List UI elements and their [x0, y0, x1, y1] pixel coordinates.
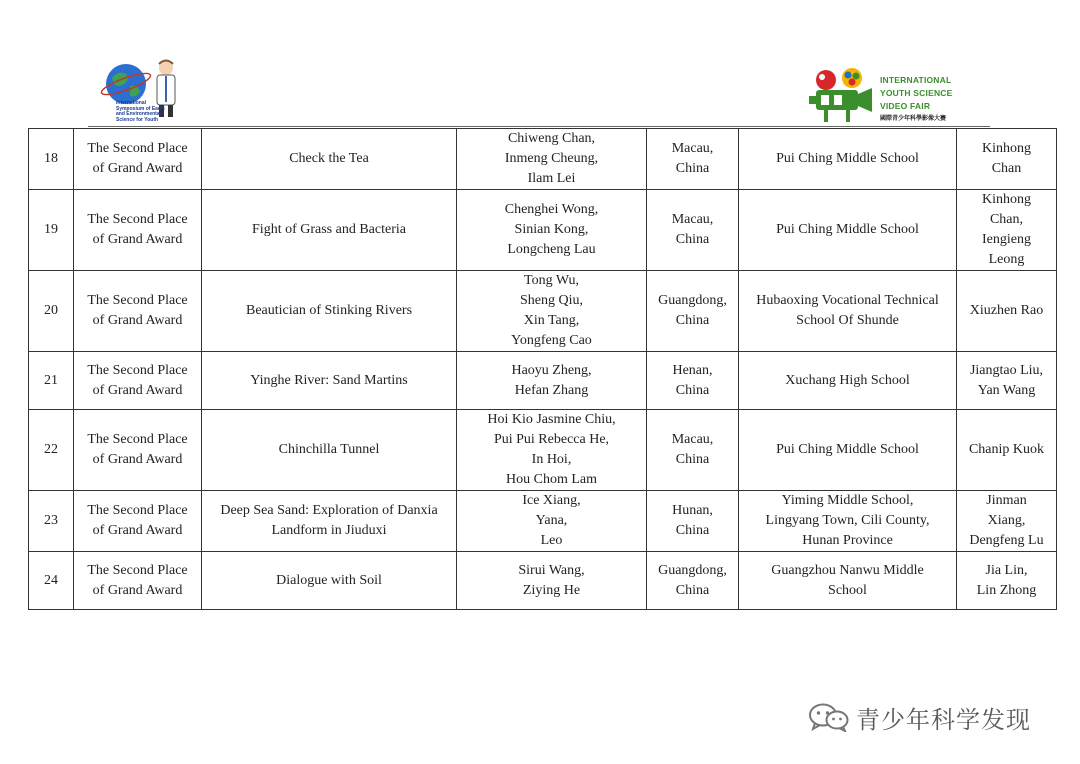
- authors-cell: Hoi Kio Jasmine Chiu, Pui Pui Rebecca He, In Hoi, Hou Chom Lam: [457, 410, 647, 491]
- video-fair-name: INTERNATIONAL YOUTH SCIENCE VIDEO FAIR: [880, 75, 953, 111]
- school-cell: Xuchang High School: [739, 352, 957, 410]
- table-row: [29, 410, 1057, 491]
- authors-cell: Ice Xiang, Yana, Leo: [457, 491, 647, 552]
- table-row: [29, 491, 1057, 552]
- region-cell: Hunan, China: [647, 491, 739, 552]
- project-title-cell: Yinghe River: Sand Martins: [202, 352, 457, 410]
- project-title-cell: Deep Sea Sand: Exploration of Danxia Landform in Jiuduxi: [202, 491, 457, 552]
- account-watermark: [808, 700, 1031, 734]
- region-cell: Macau, China: [647, 410, 739, 491]
- wechat-icon: [808, 702, 850, 732]
- project-title-cell: Chinchilla Tunnel: [202, 410, 457, 491]
- authors-cell: Sirui Wang, Ziying He: [457, 552, 647, 610]
- tutor-cell: Jiangtao Liu, Yan Wang: [957, 352, 1057, 410]
- tutor-cell: Jinman Xiang, Dengfeng Lu: [957, 491, 1057, 552]
- region-cell: Macau, China: [647, 190, 739, 271]
- project-title-cell: Dialogue with Soil: [202, 552, 457, 610]
- row-number: 23: [29, 491, 74, 552]
- tutor-cell: Kinhong Chan, Iengieng Leong: [957, 190, 1057, 271]
- region-cell: Macau, China: [647, 129, 739, 190]
- row-number: 22: [29, 410, 74, 491]
- video-fair-logo: [806, 66, 966, 124]
- row-number: 18: [29, 129, 74, 190]
- award-cell: The Second Place of Grand Award: [74, 190, 202, 271]
- header-divider: [88, 126, 990, 127]
- award-cell: The Second Place of Grand Award: [74, 271, 202, 352]
- symposium-logo: [96, 54, 188, 126]
- region-cell: Henan, China: [647, 352, 739, 410]
- awards-table: [28, 128, 1057, 610]
- table-row: [29, 352, 1057, 410]
- school-cell: Pui Ching Middle School: [739, 129, 957, 190]
- authors-cell: Tong Wu, Sheng Qiu, Xin Tang, Yongfeng Cao: [457, 271, 647, 352]
- tutor-cell: Xiuzhen Rao: [957, 271, 1057, 352]
- project-title-cell: Fight of Grass and Bacteria: [202, 190, 457, 271]
- project-title-cell: Check the Tea: [202, 129, 457, 190]
- table-row: [29, 552, 1057, 610]
- tutor-cell: Jia Lin, Lin Zhong: [957, 552, 1057, 610]
- region-cell: Guangdong, China: [647, 552, 739, 610]
- project-title-cell: Beautician of Stinking Rivers: [202, 271, 457, 352]
- film-camera-logo-icon: [806, 66, 876, 124]
- school-cell: Hubaoxing Vocational Technical School Of Shunde: [739, 271, 957, 352]
- award-cell: The Second Place of Grand Award: [74, 410, 202, 491]
- school-cell: Pui Ching Middle School: [739, 190, 957, 271]
- table-row: [29, 271, 1057, 352]
- table-row: [29, 190, 1057, 271]
- award-cell: The Second Place of Grand Award: [74, 552, 202, 610]
- school-cell: Pui Ching Middle School: [739, 410, 957, 491]
- symposium-logo-caption: International Symposium of Earth and Environmental Science for Youth: [116, 100, 165, 123]
- video-fair-subtitle: 國際青少年科學影像大賽: [880, 115, 947, 122]
- row-number: 21: [29, 352, 74, 410]
- school-cell: Yiming Middle School, Lingyang Town, Cili County, Hunan Province: [739, 491, 957, 552]
- authors-cell: Chiweng Chan, Inmeng Cheung, Ilam Lei: [457, 129, 647, 190]
- award-cell: The Second Place of Grand Award: [74, 352, 202, 410]
- authors-cell: Haoyu Zheng, Hefan Zhang: [457, 352, 647, 410]
- school-cell: Guangzhou Nanwu Middle School: [739, 552, 957, 610]
- award-cell: The Second Place of Grand Award: [74, 491, 202, 552]
- tutor-cell: Chanip Kuok: [957, 410, 1057, 491]
- row-number: 20: [29, 271, 74, 352]
- tutor-cell: Kinhong Chan: [957, 129, 1057, 190]
- region-cell: Guangdong, China: [647, 271, 739, 352]
- row-number: 24: [29, 552, 74, 610]
- table-row: [29, 129, 1057, 190]
- row-number: 19: [29, 190, 74, 271]
- watermark-text: 青少年科学发现: [856, 705, 1031, 734]
- award-cell: The Second Place of Grand Award: [74, 129, 202, 190]
- authors-cell: Chenghei Wong, Sinian Kong, Longcheng Lau: [457, 190, 647, 271]
